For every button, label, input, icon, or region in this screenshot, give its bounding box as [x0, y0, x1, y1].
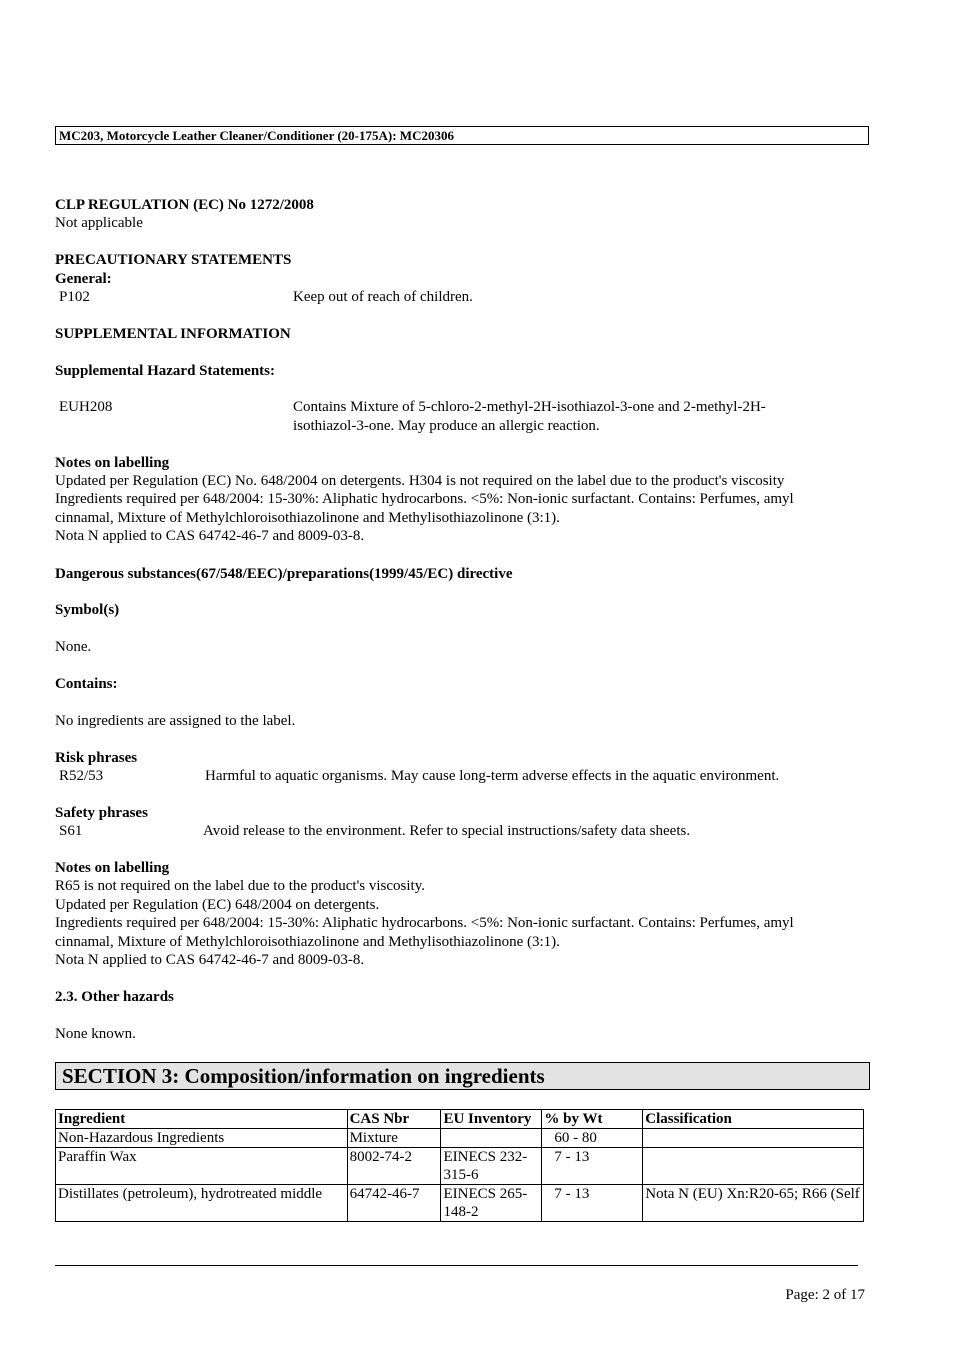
notes2-line2: Updated per Regulation (EC) 648/2004 on detergents.: [55, 897, 380, 913]
precautionary-text: Keep out of reach of children.: [293, 289, 473, 305]
risk-text: Harmful to aquatic organisms. May cause long-term adverse effects in the aquatic environment.: [205, 768, 780, 784]
footer-divider: [55, 1265, 858, 1266]
col-header-classification: Classification: [643, 1110, 864, 1129]
col-header-cas: CAS Nbr: [347, 1110, 441, 1129]
dangerous-heading: Dangerous substances(67/548/EEC)/preparations(1999/45/EC) directive: [55, 566, 513, 582]
risk-code: R52/53: [59, 768, 104, 784]
other-hazards-text: None known.: [55, 1026, 136, 1042]
notes2-line3: Ingredients required per 648/2004: 15-30%: Aliphatic hydrocarbons. <5%: Non-ionic surfactant. Contains: Perfumes, amyl: [55, 915, 794, 931]
page-number: Page: 2 of 17: [785, 1287, 865, 1303]
cell-percent: 7 - 13: [542, 1185, 643, 1222]
cell-cas: 64742-46-7: [347, 1185, 441, 1222]
supplemental-hazard-heading: Supplemental Hazard Statements:: [55, 363, 275, 379]
risk-heading: Risk phrases: [55, 750, 138, 766]
supplemental-heading: SUPPLEMENTAL INFORMATION: [55, 326, 291, 342]
notes2-heading: Notes on labelling: [55, 860, 170, 876]
precautionary-heading: PRECAUTIONARY STATEMENTS: [55, 252, 292, 268]
table-row: [56, 1129, 864, 1148]
clp-heading: CLP REGULATION (EC) No 1272/2008: [55, 197, 314, 213]
cell-percent: 60 - 80: [542, 1129, 643, 1148]
cell-cas: 8002-74-2: [347, 1148, 441, 1185]
supplemental-text-line1: Contains Mixture of 5-chloro-2-methyl-2H-isothiazol-3-one and 2-methyl-2H-: [293, 399, 766, 415]
cell-eu-inventory: EINECS 232-315-6: [441, 1148, 542, 1185]
table-row: [56, 1148, 864, 1185]
col-header-eu-inventory: EU Inventory: [441, 1110, 542, 1129]
other-hazards-heading: 2.3. Other hazards: [55, 989, 174, 1005]
cell-cas: Mixture: [347, 1129, 441, 1148]
notes1-line1: Updated per Regulation (EC) No. 648/2004 on detergents. H304 is not required on the label due to the product's viscosity: [55, 473, 785, 489]
safety-text: Avoid release to the environment. Refer to special instructions/safety data sheets.: [203, 823, 691, 839]
safety-heading: Safety phrases: [55, 805, 148, 821]
cell-classification: Nota N (EU) Xn:R20-65; R66 (Self: [643, 1185, 864, 1222]
section-3-title: SECTION 3: Composition/information on ingredients: [55, 1062, 870, 1090]
supplemental-code: EUH208: [59, 399, 113, 415]
notes1-line2: Ingredients required per 648/2004: 15-30%: Aliphatic hydrocarbons. <5%: Non-ionic surfactant. Contains: Perfumes, amyl: [55, 491, 794, 507]
notes1-line3: cinnamal, Mixture of Methylchloroisothiazolinone and Methylisothiazolinone (3:1).: [55, 510, 560, 526]
supplemental-text-line2: isothiazol-3-one. May produce an allergic reaction.: [293, 418, 600, 434]
table-header-row: [56, 1110, 864, 1129]
symbols-text: None.: [55, 639, 92, 655]
cell-ingredient: Non-Hazardous Ingredients: [56, 1129, 348, 1148]
col-header-ingredient: Ingredient: [56, 1110, 348, 1129]
clp-text: Not applicable: [55, 215, 143, 231]
cell-ingredient: Paraffin Wax: [56, 1148, 348, 1185]
symbols-heading: Symbol(s): [55, 602, 120, 618]
document-header: MC203, Motorcycle Leather Cleaner/Conditioner (20-175A): MC20306: [55, 126, 869, 145]
notes1-heading: Notes on labelling: [55, 455, 170, 471]
precautionary-code: P102: [59, 289, 90, 305]
notes2-line1: R65 is not required on the label due to the product's viscosity.: [55, 878, 425, 894]
ingredients-table: [55, 1109, 864, 1222]
cell-eu-inventory: EINECS 265-148-2: [441, 1185, 542, 1222]
contains-heading: Contains:: [55, 676, 118, 692]
notes2-line4: cinnamal, Mixture of Methylchloroisothiazolinone and Methylisothiazolinone (3:1).: [55, 934, 560, 950]
table-row: [56, 1185, 864, 1222]
precautionary-general-label: General:: [55, 271, 112, 287]
col-header-percent: % by Wt: [542, 1110, 643, 1129]
contains-text: No ingredients are assigned to the label.: [55, 713, 296, 729]
safety-code: S61: [59, 823, 83, 839]
cell-classification: [643, 1148, 864, 1185]
cell-eu-inventory: [441, 1129, 542, 1148]
notes1-line4: Nota N applied to CAS 64742-46-7 and 8009-03-8.: [55, 528, 365, 544]
notes2-line5: Nota N applied to CAS 64742-46-7 and 8009-03-8.: [55, 952, 365, 968]
cell-percent: 7 - 13: [542, 1148, 643, 1185]
cell-ingredient: Distillates (petroleum), hydrotreated middle: [56, 1185, 348, 1222]
cell-classification: [643, 1129, 864, 1148]
